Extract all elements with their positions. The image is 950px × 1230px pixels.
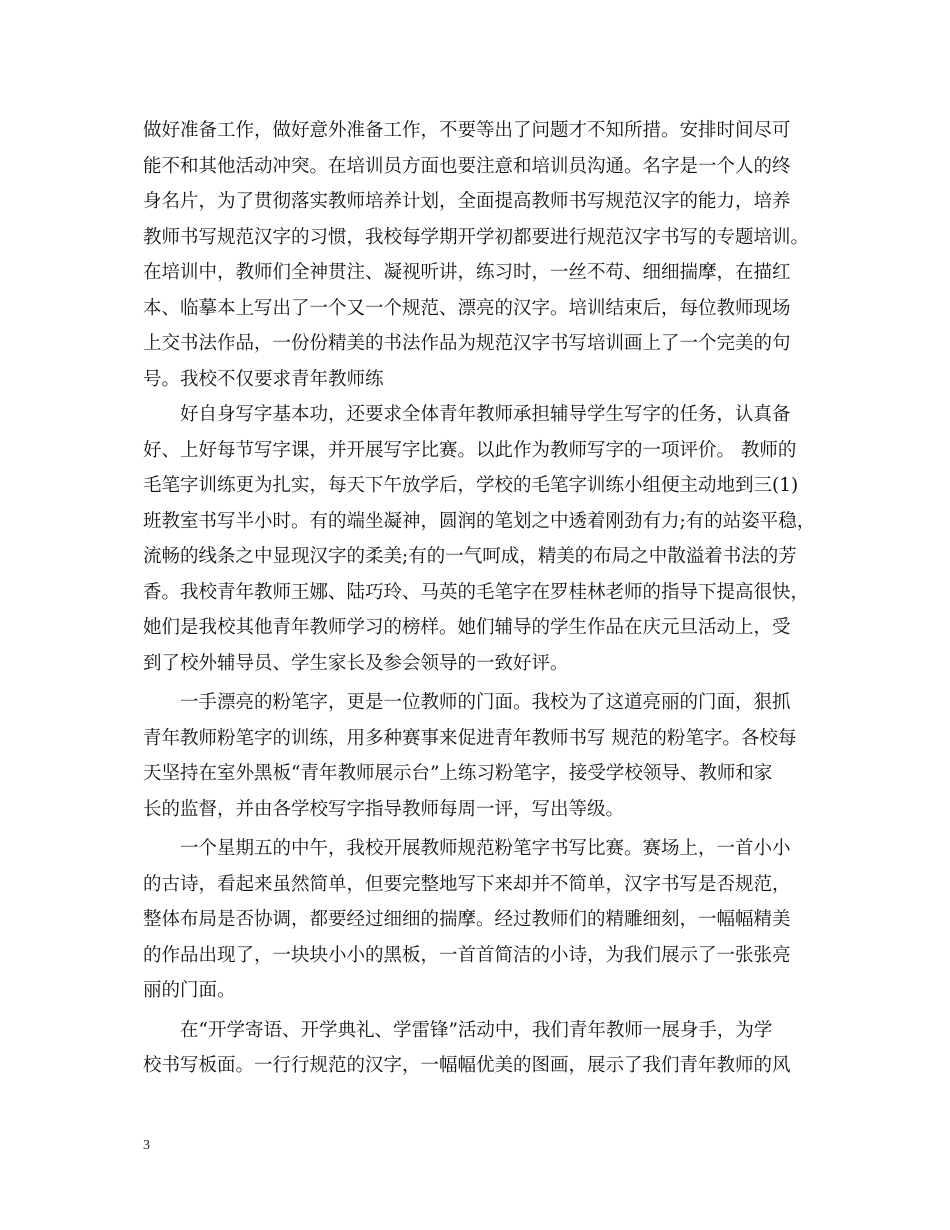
paragraph-4 [143,831,818,1009]
page-number: 3 [143,1138,150,1153]
paragraph-3 [143,685,818,827]
text-line: 教师书写规范汉字的习惯，我校每学期开学初都要进行规范汉字书写的专题培训。 [143,226,810,248]
text-line: 好自身写字基本功，还要求全体青年教师承担辅导学生写字的任务，认真备 [143,404,791,425]
text-line: 能不和其他活动冲突。在培训员方面也要注意和培训员沟通。名字是一个人的终 [143,155,791,177]
text-line: 在“开学寄语、开学典礼、学雷锋”活动中，我们青年教师一展身手，为学 [143,1019,773,1041]
paragraph-5 [143,1013,818,1084]
text-line: 校书写板面。一行行规范的汉字，一幅幅优美的图画，展示了我们青年教师的风 [143,1055,791,1076]
text-line: 毛笔字训练更为扎实，每天下午放学后，学校的毛笔字训练小组便主动地到三(1) [143,475,799,496]
text-line: 班教室书写半小时。有的端坐凝神，圆润的笔划之中透着刚劲有力;有的站姿平稳， [143,510,816,532]
text-line: 香。我校青年教师王娜、陆巧玲、马英的毛笔字在罗桂林老师的指导下提高很快， [143,581,810,603]
text-line: 一手漂亮的粉笔字，更是一位教师的门面。我校为了这道亮丽的门面，狠抓 [143,692,791,713]
text-line: 一个星期五的中午，我校开展教师规范粉笔字书写比赛。赛场上，一首小小 [143,838,791,859]
text-line: 做好准备工作，做好意外准备工作，不要等出了问题才不知所措。安排时间尽可 [143,120,791,141]
text-line: 青年教师粉笔字的训练，用多种赛事来促进青年教师书写 规范的粉笔字。各校每 [143,727,797,749]
text-line: 长的监督，并由各学校写字指导教师每周一评，写出等级。 [143,798,625,820]
text-line: 的古诗，看起来虽然简单，但要完整地写下来却并不简单，汉字书写是否规范， [143,873,791,895]
text-line: 本、临摹本上写出了一个又一个规范、漂亮的汉字。培训结束后，每位教师现场 [143,297,791,319]
text-line: 整体布局是否协调，都要经过细细的揣摩。经过教师们的精雕细刻，一幅幅精美 [143,909,791,930]
paragraph-1 [143,113,818,397]
text-line: 丽的门面。 [143,980,236,1001]
text-line: 上交书法作品，一份份精美的书法作品为规范汉字书写培训画上了一个完美的句 [143,333,791,354]
text-line: 到了校外辅导员、学生家长及参会领导的一致好评。 [143,652,569,674]
text-line: 身名片，为了贯彻落实教师培养计划，全面提高教师书写规范汉字的能力，培养 [143,191,791,212]
paragraph-2 [143,397,818,681]
text-line: 流畅的线条之中显现汉字的柔美;有的一气呵成，精美的布局之中散溢着书法的芳 [143,546,797,567]
document-body [143,113,818,1084]
text-line: 她们是我校其他青年教师学习的榜样。她们辅导的学生作品在庆元旦活动上，受 [143,617,791,638]
text-line: 好、上好每节写字课，并开展写字比赛。以此作为教师写字的一项评价。 教师的 [143,439,797,461]
text-line: 的作品出现了，一块块小小的黑板，一首首简洁的小诗，为我们展示了一张张亮 [143,944,791,966]
text-line: 在培训中，教师们全神贯注、凝视听讲，练习时，一丝不苟、细细揣摩，在描红 [143,262,791,283]
text-line: 号。我校不仅要求青年教师练 [143,368,384,390]
text-line: 天坚持在室外黑板“青年教师展示台”上练习粉笔字，接受学校领导、教师和家 [143,763,773,784]
